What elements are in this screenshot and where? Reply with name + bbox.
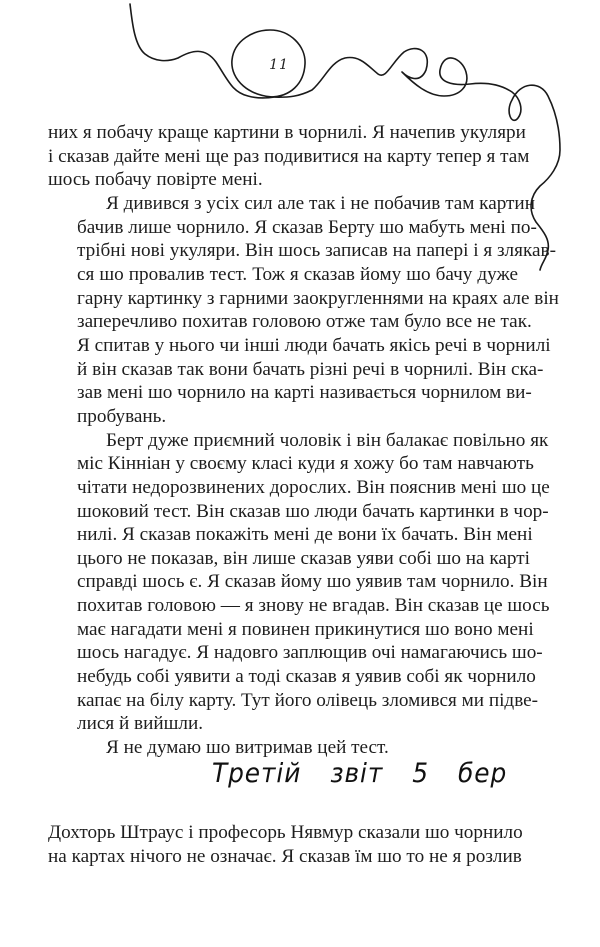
paragraph <box>48 192 559 429</box>
text-line: шоковий тест. Він сказав шо люди бачать картинки в чор- <box>77 500 549 522</box>
paragraph <box>48 736 518 760</box>
text-line: бачив лише чорнило. Я сказав Берту шо мабуть мені по- <box>77 216 537 238</box>
text-line: на картах нічого не означає. Я сказав їм шо то не я розлив <box>48 845 522 867</box>
paragraph <box>48 121 530 192</box>
body-text <box>48 121 559 760</box>
text-line: трібні нові укуляри. Він шось записав на папері і я злякав- <box>77 240 556 262</box>
text-line: чітати недорозвинених дорослих. Він пояснив мені шо це <box>77 476 550 498</box>
section-heading: Третій звіт 5 бер <box>212 758 508 789</box>
paragraph <box>48 429 550 737</box>
paragraph <box>48 821 523 868</box>
text-line: шось нагадує. Я надовго заплющив очі намагаючись шо- <box>77 642 543 664</box>
text-line: Берт дуже приємний чоловік і він балакає повільно як <box>106 429 549 451</box>
text-line: лися й вийшли. <box>77 713 204 735</box>
text-line: них я побачу краще картини в чорнилі. Я начепив укуляри <box>48 122 526 143</box>
text-line: Я не думаю шо витримав цей тест. <box>106 737 389 759</box>
text-line: пробувань. <box>77 405 167 427</box>
text-line: міс Кінніан у своєму класі куди я хожу бо там навчають <box>77 453 534 475</box>
text-line: нилі. Я сказав покажіть мені де вони їх бачать. Він мені <box>77 524 533 546</box>
text-line: заперечливо похитав головою отже там було все не так. <box>77 311 532 333</box>
text-line: похитав головою — я знову не вгадав. Він сказав це шось <box>77 595 550 617</box>
text-line: зав мені шо чорнило на карті називається чорнилом ви- <box>77 382 532 404</box>
text-line: справді шось є. Я сказав йому шо уявив там чорнило. Він <box>77 571 548 593</box>
text-line: Дохторь Штраус і професорь Нявмур сказали шо чорнило <box>48 822 523 843</box>
text-line: Я спитав у нього чи інші люди бачать якісь речі в чорнилі <box>77 334 551 356</box>
text-line: ся шо провалив тест. Тож я сказав йому шо бачу дуже <box>77 263 518 285</box>
next-section-text <box>48 821 523 868</box>
text-line: цього не показав, він лише сказав уяви собі шо на карті <box>77 547 530 569</box>
text-line: шось побачу повірте мені. <box>48 169 263 191</box>
text-line: має нагадати мені я повинен прикинутися шо воно мені <box>77 618 534 640</box>
text-line: гарну картинку з гарними заокругленнями на краях але він <box>77 287 559 309</box>
text-line: капає на білу карту. Тут його олівець зломився ми підве- <box>77 689 539 711</box>
text-line: й він сказав так вони бачать різні речі в чорнилі. Він ска- <box>77 358 544 380</box>
text-line: і сказав дайте мені ще раз подивитися на карту тепер я там <box>48 145 530 167</box>
text-line: Я дивився з усіх сил але так і не побачив там картин <box>106 192 535 214</box>
page-number: 11 <box>269 57 289 73</box>
text-line: небудь собі уявити а тоді сказав я уявив собі як чорнило <box>77 666 536 688</box>
